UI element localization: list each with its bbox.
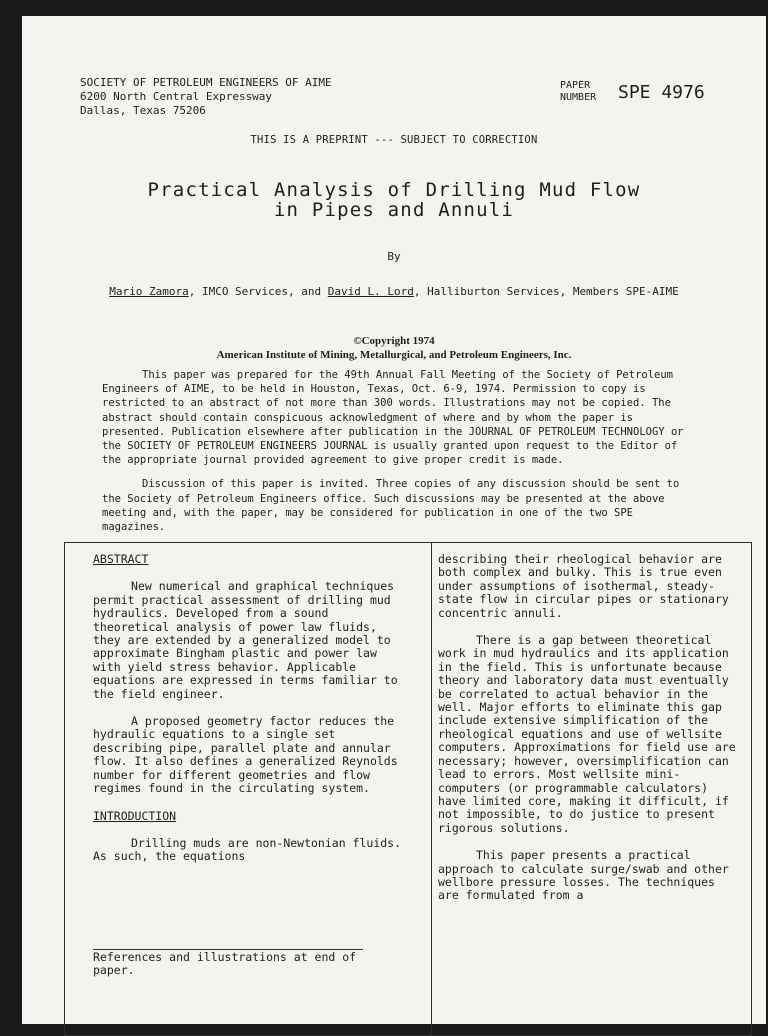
right-paragraph-2: There is a gap between theoretical work in mud hydraulics and its application in the field. This is unfortunate because theory and laboratory data must eventually be correlated to actual behavior in the well. Major efforts to eliminate this gap include extensive simplification of the rheological equations and use of wellsite computers. Approximations for field use are necessary; however, oversimplification can lead to errors. Most wellsite mini-computers (or programmable calculators) have limited core, making it difficult, if not impossible, to do justice to present rigorous solutions. — [438, 633, 736, 835]
abstract-paragraph-2: A proposed geometry factor reduces the hydraulic equations to a single set describing pipe, parallel plate and annular flow. It also defines a generalized Reynolds number for different geometries and flow regimes found in the circulating system. — [93, 714, 398, 796]
paper-title — [22, 180, 766, 220]
right-column — [438, 553, 736, 903]
paper-page — [22, 16, 766, 1024]
discussion-paragraph: Discussion of this paper is invited. Three copies of any discussion should be sent to the Society of Petroleum Engineers office. Such discussions may be presented at the above meeting and, with the paper, may be considered for publication in one of the two SPE magazines. — [102, 478, 680, 534]
copyright-holder: American Institute of Mining, Metallurgical, and Petroleum Engineers, Inc. — [216, 349, 572, 361]
permission-notice — [102, 368, 702, 544]
authors-line — [22, 285, 766, 298]
title-line-2: in Pipes and Annuli — [273, 199, 515, 221]
paper-number: SPE 4976 — [618, 82, 705, 103]
references-note: References and illustrations at end of paper. — [93, 950, 357, 978]
preprint-notice: THIS IS A PREPRINT --- SUBJECT TO CORRECTION — [250, 134, 538, 146]
introduction-paragraph-1: Drilling muds are non-Newtonian fluids. As such, the equations — [93, 835, 402, 864]
title-line-1: Practical Analysis of Drilling Mud Flow — [147, 179, 641, 201]
column-divider — [431, 543, 432, 1035]
street-address: 6200 North Central Expressway — [80, 90, 273, 103]
author-affiliation-2: , Halliburton Services, Members SPE-AIME — [413, 285, 679, 298]
paper-number-label: PAPER NUMBER — [560, 80, 597, 103]
author-name-1: Mario Zamora — [109, 285, 189, 298]
body-frame — [64, 542, 752, 1036]
copyright-notice — [22, 334, 766, 362]
city-address: Dallas, Texas 75206 — [80, 104, 206, 117]
copyright-year: ©Copyright 1974 — [353, 335, 435, 347]
author-name-2: David L. Lord — [327, 285, 414, 298]
introduction-heading: INTRODUCTION — [93, 808, 177, 823]
right-paragraph-3: This paper presents a practical approach to calculate surge/swab and other wellbore pressure losses. The techniques are formulated from a — [438, 848, 729, 903]
permission-paragraph: This paper was prepared for the 49th Annual Fall Meeting of the Society of Petroleum Engineers of AIME, to be held in Houston, Texas, Oct. 6-9, 1974. Permission to copy is restricted to an abstract of not more than 300 words. Illustrations may not be copied. The abstract should contain conspicuous acknowledgment of where and by whom the paper is presented. Publication elsewhere after publication in the JOURNAL OF PETROLEUM TECHNOLOGY or the SOCIETY OF PETROLEUM ENGINEERS JOURNAL is usually granted upon request to the Editor of the appropriate journal provided agreement to give proper credit is made. — [102, 369, 684, 467]
author-affiliation-1: , IMCO Services, and — [188, 285, 328, 298]
abstract-heading: ABSTRACT — [93, 552, 149, 566]
left-column — [93, 553, 403, 864]
references-footnote — [93, 949, 383, 978]
abstract-paragraph-1: New numerical and graphical techniques permit practical assessment of drilling mud hydraulics. Developed from a sound theoretical analysis of power law fluids, they are extended by a generalized model to approximate Bingham plastic and power law with yield stress behavior. Applicable equations are expressed in terms familiar to the field engineer. — [93, 579, 398, 701]
right-paragraph-1: describing their rheological behavior are both complex and bulky. This is true even under assumptions of isothermal, steady-state flow in circular pipes or stationary concentric annuli. — [438, 552, 729, 620]
society-name: SOCIETY OF PETROLEUM ENGINEERS OF AIME — [80, 76, 332, 89]
society-address-block — [80, 76, 332, 118]
by-line: By — [387, 250, 401, 263]
